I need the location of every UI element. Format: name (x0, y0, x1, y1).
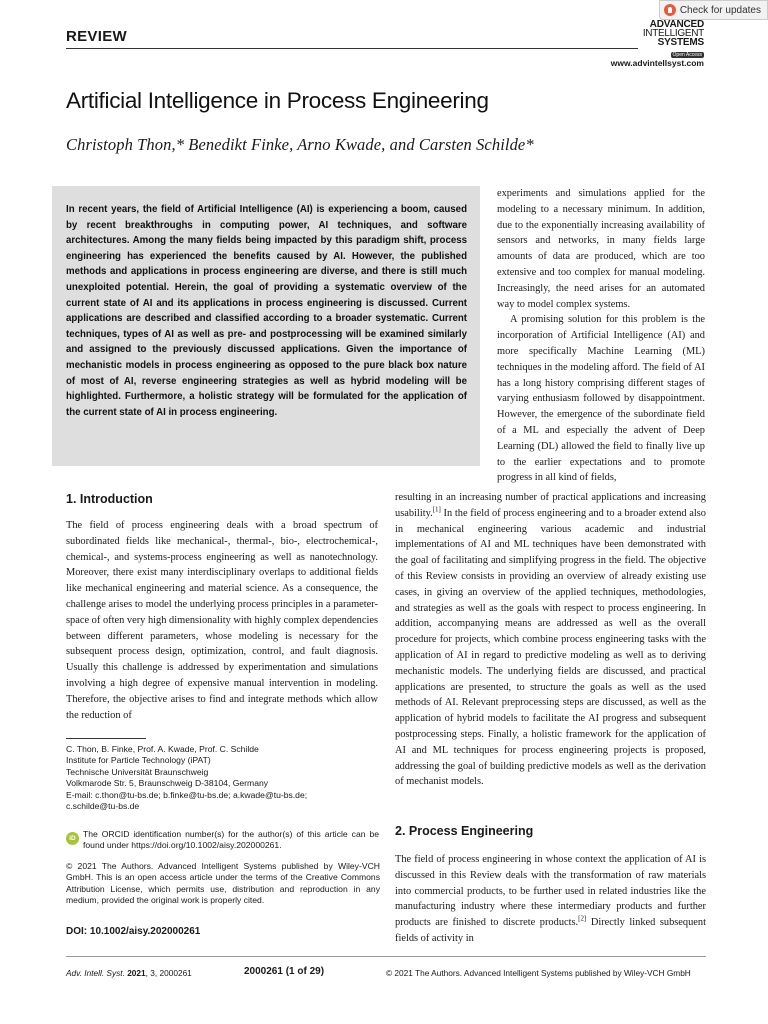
check-for-updates-button[interactable] (659, 0, 768, 20)
paragraph-text: resulting in an increasing number of practical applications and increasing usability. (395, 492, 706, 519)
footer-journal: Adv. Intell. Syst. (66, 968, 125, 978)
journal-logo (636, 20, 704, 58)
affiliation-institute: Institute for Particle Technology (iPAT) (66, 755, 211, 766)
footer-divider (66, 956, 706, 957)
footer-copyright: © 2021 The Authors. Advanced Intelligent Systems published by Wiley-VCH GmbH (386, 968, 691, 978)
license-note: © 2021 The Authors. Advanced Intelligent Systems published by Wiley-VCH GmbH. This is an open access article under the terms of the Creative Commons Attribution License, which permits use, distribution and reproduction in any medium, provided the original work is properly cited. (66, 861, 380, 906)
header-divider (66, 48, 638, 49)
affiliation-university: Technische Universität Braunschweig (66, 766, 209, 777)
journal-website-link[interactable]: www.advintellsyst.com (610, 58, 704, 68)
crossmark-icon (664, 4, 676, 16)
logo-line-2: INTELLIGENT (642, 28, 704, 39)
paragraph-text: Directly linked subsequent fields of activity in (395, 917, 706, 944)
footer-page-number: 2000261 (1 of 29) (244, 966, 325, 977)
logo-line-1: ADVANCED (649, 19, 704, 30)
paragraph-continuation: experiments and simulations applied for the modeling to a necessary minimum. In addition, due to the exponentially increasing availability of sensors and networks, in many fields large amounts of data are produced, which are too extensive and too complex for manual modeling. Increasingly, the need arises for an automated way to model complex systems. (497, 188, 705, 310)
affiliation-address: Volkmarode Str. 5, Braunschweig D-38104, Germany (66, 778, 269, 789)
paragraph-text: In the field of process engineering and to a broader extend also in mechanical engineering various academic and industrial implementations of AI and ML techniques have been demonstrated with the goal of facilitating and simplifying progress in the field. The objective of this Review consists in providing an overview of already existing use cases, in giving an overview of the applied techniques, methodologies, and strategies as well as the goals with respect to process engineering. In addition, accompanying means are addressed as well as the overall procedure for projects, which combine process engineering tasks with the application of AI in regard to predictive modeling as well as to deriving mechanistic models. The underlying fields are discussed, and practical applications are presented, to structure the goals as well as the used methods of AI. Relevant preprocessing steps are discussed, as well as the application of hybrid models to facilitate the AI progress and subsequent postprocessing steps. Finally, a holistic framework for the application of AI and ML techniques for process engineering projects is proposed, addressing the goal of building predictive models as well as the derivation of mechanist models. (395, 507, 706, 788)
affiliation-emails-2[interactable]: c.schilde@tu-bs.de (66, 801, 140, 812)
orcid-note: The ORCID identification number(s) for the author(s) of this article can be found under https://doi.org/10.1002/aisy.202000261. (83, 829, 379, 851)
introduction-paragraph: The field of process engineering deals with a broad spectrum of subordinated fields like mechanical-, thermal-, bio-, electrochemical-, chemical-, and systems-process engineering as well as nanotechnology. Moreover, there exist many interdisciplinary overlaps to additional fields like mechanical engineering and material science. As a consequence, the challenge arises to model the underlying process principles in a parameter-space of often very high dimensionality with highly complex dependencies between different parameters, whose modeling is necessary for the subsequent process design, optimization, control, and fault diagnosis. Usually this challenge is addressed by experimentation and simulations involving a high degree of expensive manual intervention in modeling. Therefore, the objective arises to find and integrate methods which allow the reduction of (66, 520, 378, 721)
affiliations (66, 744, 380, 812)
footnote-divider (66, 738, 146, 739)
publisher-badge: Open Access (672, 52, 702, 58)
paragraph-text: The field of process engineering in whose context the application of AI is discussed in this Review deals with the transformation of raw materials into commercial products, to be further used in related industries like the manufacturing industry where these intermediary products and further products are finished to discrete products. (395, 854, 706, 929)
doi-link[interactable]: DOI: 10.1002/aisy.202000261 (66, 926, 201, 937)
footer-year: 2021 (127, 968, 146, 978)
footer-citation (66, 968, 192, 978)
affiliation-names: C. Thon, B. Finke, Prof. A. Kwade, Prof. C. Schilde (66, 744, 259, 754)
footer-volume: , 3, 2000261 (145, 968, 192, 978)
check-for-updates-label: Check for updates (679, 4, 761, 16)
article-authors: Christoph Thon,* Benedikt Finke, Arno Kwade, and Carsten Schilde* (66, 135, 534, 154)
right-column-continuation (395, 490, 706, 790)
reference-2-link[interactable]: [2] (578, 914, 587, 923)
orcid-icon[interactable]: iD (66, 832, 79, 845)
paragraph-review-objective (395, 490, 706, 790)
logo-line-3: SYSTEMS (657, 37, 704, 48)
process-engineering-paragraph (395, 852, 706, 947)
affiliation-emails[interactable]: E-mail: c.thon@tu-bs.de; b.finke@tu-bs.de; a.kwade@tu-bs.de; (66, 789, 308, 800)
process-engineering-heading: 2. Process Engineering (395, 824, 534, 838)
introduction-heading: 1. Introduction (66, 492, 153, 506)
paragraph-ai-solution: A promising solution for this problem is the incorporation of Artificial Intelligence (AI) and more specifically Machine Learning (ML) techniques in the modeling afford. The field of AI has a long history comprising different stages of varying enthusiasm followed by disappointment. However, the emergence of the subordinate field of a ML and especially the advent of Deep Learning (DL) allowed the field to finally live up to the earlier expectations and to promote progress in all kind of fields, (497, 314, 705, 484)
abstract-text: In recent years, the field of Artificial Intelligence (AI) is experiencing a boom, caused by recent breakthroughs in computing power, AI techniques, and software architectures. Among the many fields being impacted by this paradigm shift, process engineering has experienced the benefits caused by AI. However, the published methods and applications in process engineering are diverse, and there is still much unexploited potential. Herein, the goal of providing a systematic overview of the current state of AI and its applications in process engineering is discussed. Current applications are described and classified according to a broader systematic. Current techniques, types of AI as well as pre- and postprocessing will be examined similarly and assigned to the previously discussed applications. Given the importance of mechanistic models in process engineering as opposed to the pure black box nature of most of AI, reverse engineering strategies as well as hybrid modeling will be highlighted. Furthermore, a holistic strategy will be formulated for the application of the current state of AI in process engineering. (66, 204, 467, 418)
reference-1-link[interactable]: [1] (432, 505, 441, 514)
section-label: REVIEW (66, 28, 127, 45)
article-title: Artificial Intelligence in Process Engineering (66, 88, 489, 113)
right-column-top (497, 186, 705, 486)
